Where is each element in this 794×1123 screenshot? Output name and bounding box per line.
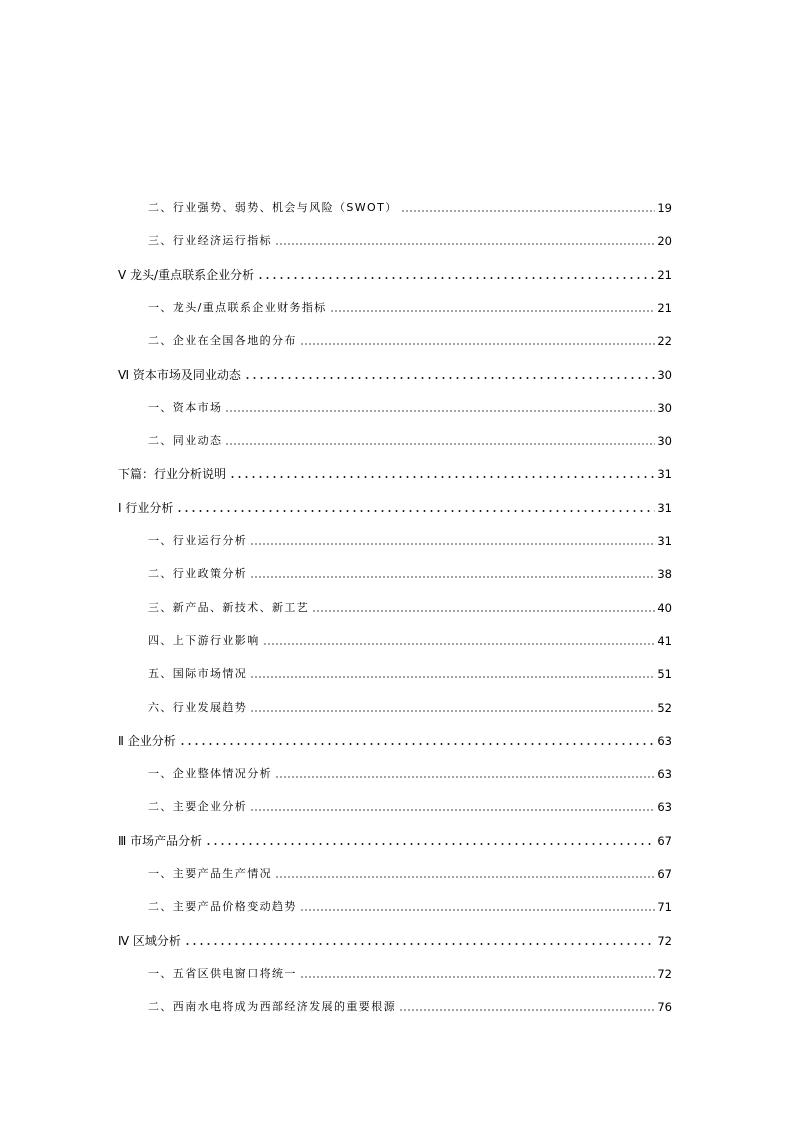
dot-leader bbox=[205, 843, 655, 845]
toc-entry-label: Ⅳ 区域分析 bbox=[118, 934, 181, 948]
dot-leader bbox=[275, 776, 655, 778]
toc-entry-page-number: 19 bbox=[657, 201, 672, 215]
toc-entry-page-number: 63 bbox=[657, 767, 672, 781]
toc-entry[interactable] bbox=[148, 530, 672, 548]
toc-entry[interactable] bbox=[118, 364, 672, 382]
dot-leader bbox=[250, 576, 655, 578]
dot-leader bbox=[330, 310, 656, 312]
dot-leader bbox=[300, 343, 656, 345]
toc-entry-label: 二、同业动态 bbox=[148, 434, 223, 447]
toc-entry-page-number: 67 bbox=[657, 834, 672, 848]
toc-entry-page-number: 30 bbox=[657, 368, 672, 382]
toc-entry-label: Ⅴ 龙头/重点联系企业分析 bbox=[118, 268, 255, 282]
dot-leader bbox=[184, 943, 655, 945]
toc-entry-page-number: 51 bbox=[657, 667, 672, 681]
toc-entry-label: 一、五省区供电窗口将统一 bbox=[148, 967, 297, 980]
toc-entry-page-number: 30 bbox=[657, 401, 672, 415]
toc-entry[interactable] bbox=[148, 297, 672, 315]
toc-entry-page-number: 52 bbox=[657, 701, 672, 715]
toc-entry-page-number: 41 bbox=[657, 634, 672, 648]
toc-entry[interactable] bbox=[148, 430, 672, 448]
toc-entry-label: Ⅰ 行业分析 bbox=[118, 501, 174, 515]
toc-entry-label: 二、主要企业分析 bbox=[148, 800, 248, 813]
dot-leader bbox=[300, 909, 656, 911]
dot-leader bbox=[275, 876, 655, 878]
toc-entry[interactable] bbox=[148, 697, 672, 715]
dot-leader bbox=[179, 743, 656, 745]
toc-entry[interactable] bbox=[148, 763, 672, 781]
toc-entry-label: Ⅲ 市场产品分析 bbox=[118, 834, 203, 848]
toc-entry-page-number: 21 bbox=[657, 301, 672, 315]
toc-entry-label: Ⅱ 企业分析 bbox=[118, 734, 176, 748]
dot-leader bbox=[250, 543, 655, 545]
toc-entry[interactable] bbox=[148, 397, 672, 415]
dot-leader bbox=[176, 510, 655, 512]
toc-entry-page-number: 31 bbox=[657, 501, 672, 515]
toc-entry[interactable] bbox=[148, 796, 672, 814]
toc-entry-label: 六、行业发展趋势 bbox=[148, 701, 248, 714]
toc-entry-page-number: 71 bbox=[657, 900, 672, 914]
toc-entry-page-number: 76 bbox=[657, 1000, 672, 1014]
toc-entry-label: 一、行业运行分析 bbox=[148, 534, 248, 547]
dot-leader bbox=[312, 610, 655, 612]
toc-entry-page-number: 38 bbox=[657, 567, 672, 581]
toc-entry-page-number: 72 bbox=[657, 934, 672, 948]
toc-entry-label: 一、企业整体情况分析 bbox=[148, 767, 272, 780]
toc-entry[interactable] bbox=[118, 930, 672, 948]
dot-leader bbox=[275, 243, 655, 245]
toc-entry-page-number: 40 bbox=[657, 601, 672, 615]
toc-entry-label: 三、行业经济运行指标 bbox=[148, 234, 272, 247]
toc-entry-label: 二、企业在全国各地的分布 bbox=[148, 334, 297, 347]
toc-entry-label: 二、西南水电将成为西部经济发展的重要根源 bbox=[148, 1000, 396, 1013]
dot-leader bbox=[229, 476, 655, 478]
toc-entry-page-number: 31 bbox=[657, 467, 672, 481]
dot-leader bbox=[250, 676, 655, 678]
toc-entry-label: 一、主要产品生产情况 bbox=[148, 867, 272, 880]
toc-entry-page-number: 63 bbox=[657, 800, 672, 814]
dot-leader bbox=[257, 277, 655, 279]
toc-entry-label: 一、资本市场 bbox=[148, 401, 223, 414]
toc-entry-label: 一、龙头/重点联系企业财务指标 bbox=[148, 301, 327, 314]
toc-entry-page-number: 63 bbox=[657, 734, 672, 748]
toc-entry[interactable] bbox=[118, 497, 672, 515]
toc-entry-label: 四、上下游行业影响 bbox=[148, 634, 260, 647]
toc-entry[interactable] bbox=[148, 597, 672, 615]
toc-entry[interactable] bbox=[118, 264, 672, 282]
toc-entry[interactable] bbox=[148, 963, 672, 981]
toc-entry-label: 五、国际市场情况 bbox=[148, 667, 248, 680]
dot-leader bbox=[401, 210, 656, 212]
dot-leader bbox=[399, 1009, 655, 1011]
toc-entry-label: Ⅵ 资本市场及同业动态 bbox=[118, 368, 241, 382]
toc-entry-label: 二、行业强势、弱势、机会与风险（SWOT） bbox=[148, 201, 398, 214]
toc-entry[interactable] bbox=[148, 230, 672, 248]
dot-leader bbox=[250, 809, 655, 811]
toc-entry[interactable] bbox=[148, 663, 672, 681]
toc-entry-label: 二、主要产品价格变动趋势 bbox=[148, 900, 297, 913]
toc-entry-page-number: 22 bbox=[657, 334, 672, 348]
toc-entry-label: 下篇：行业分析说明 bbox=[118, 467, 227, 481]
toc-entry-page-number: 67 bbox=[657, 867, 672, 881]
toc-entry[interactable] bbox=[118, 730, 672, 748]
toc-entry[interactable] bbox=[148, 863, 672, 881]
toc-entry[interactable] bbox=[148, 563, 672, 581]
toc-entry-label: 三、新产品、新技术、新工艺 bbox=[148, 601, 310, 614]
dot-leader bbox=[300, 976, 656, 978]
toc-entry[interactable] bbox=[118, 463, 672, 481]
toc-entry[interactable] bbox=[148, 630, 672, 648]
toc-entry-page-number: 31 bbox=[657, 534, 672, 548]
toc-entry-page-number: 30 bbox=[657, 434, 672, 448]
dot-leader bbox=[244, 377, 655, 379]
dot-leader bbox=[263, 643, 656, 645]
toc-entry-label: 二、行业政策分析 bbox=[148, 567, 248, 580]
dot-leader bbox=[225, 443, 655, 445]
toc-entry-page-number: 20 bbox=[657, 234, 672, 248]
dot-leader bbox=[250, 710, 655, 712]
toc-entry[interactable] bbox=[148, 330, 672, 348]
toc-entry[interactable] bbox=[148, 896, 672, 914]
toc-entry[interactable] bbox=[148, 197, 672, 215]
toc-entry[interactable] bbox=[148, 996, 672, 1014]
toc-entry[interactable] bbox=[118, 830, 672, 848]
toc-entry-page-number: 72 bbox=[657, 967, 672, 981]
dot-leader bbox=[225, 410, 655, 412]
toc-entry-page-number: 21 bbox=[657, 268, 672, 282]
